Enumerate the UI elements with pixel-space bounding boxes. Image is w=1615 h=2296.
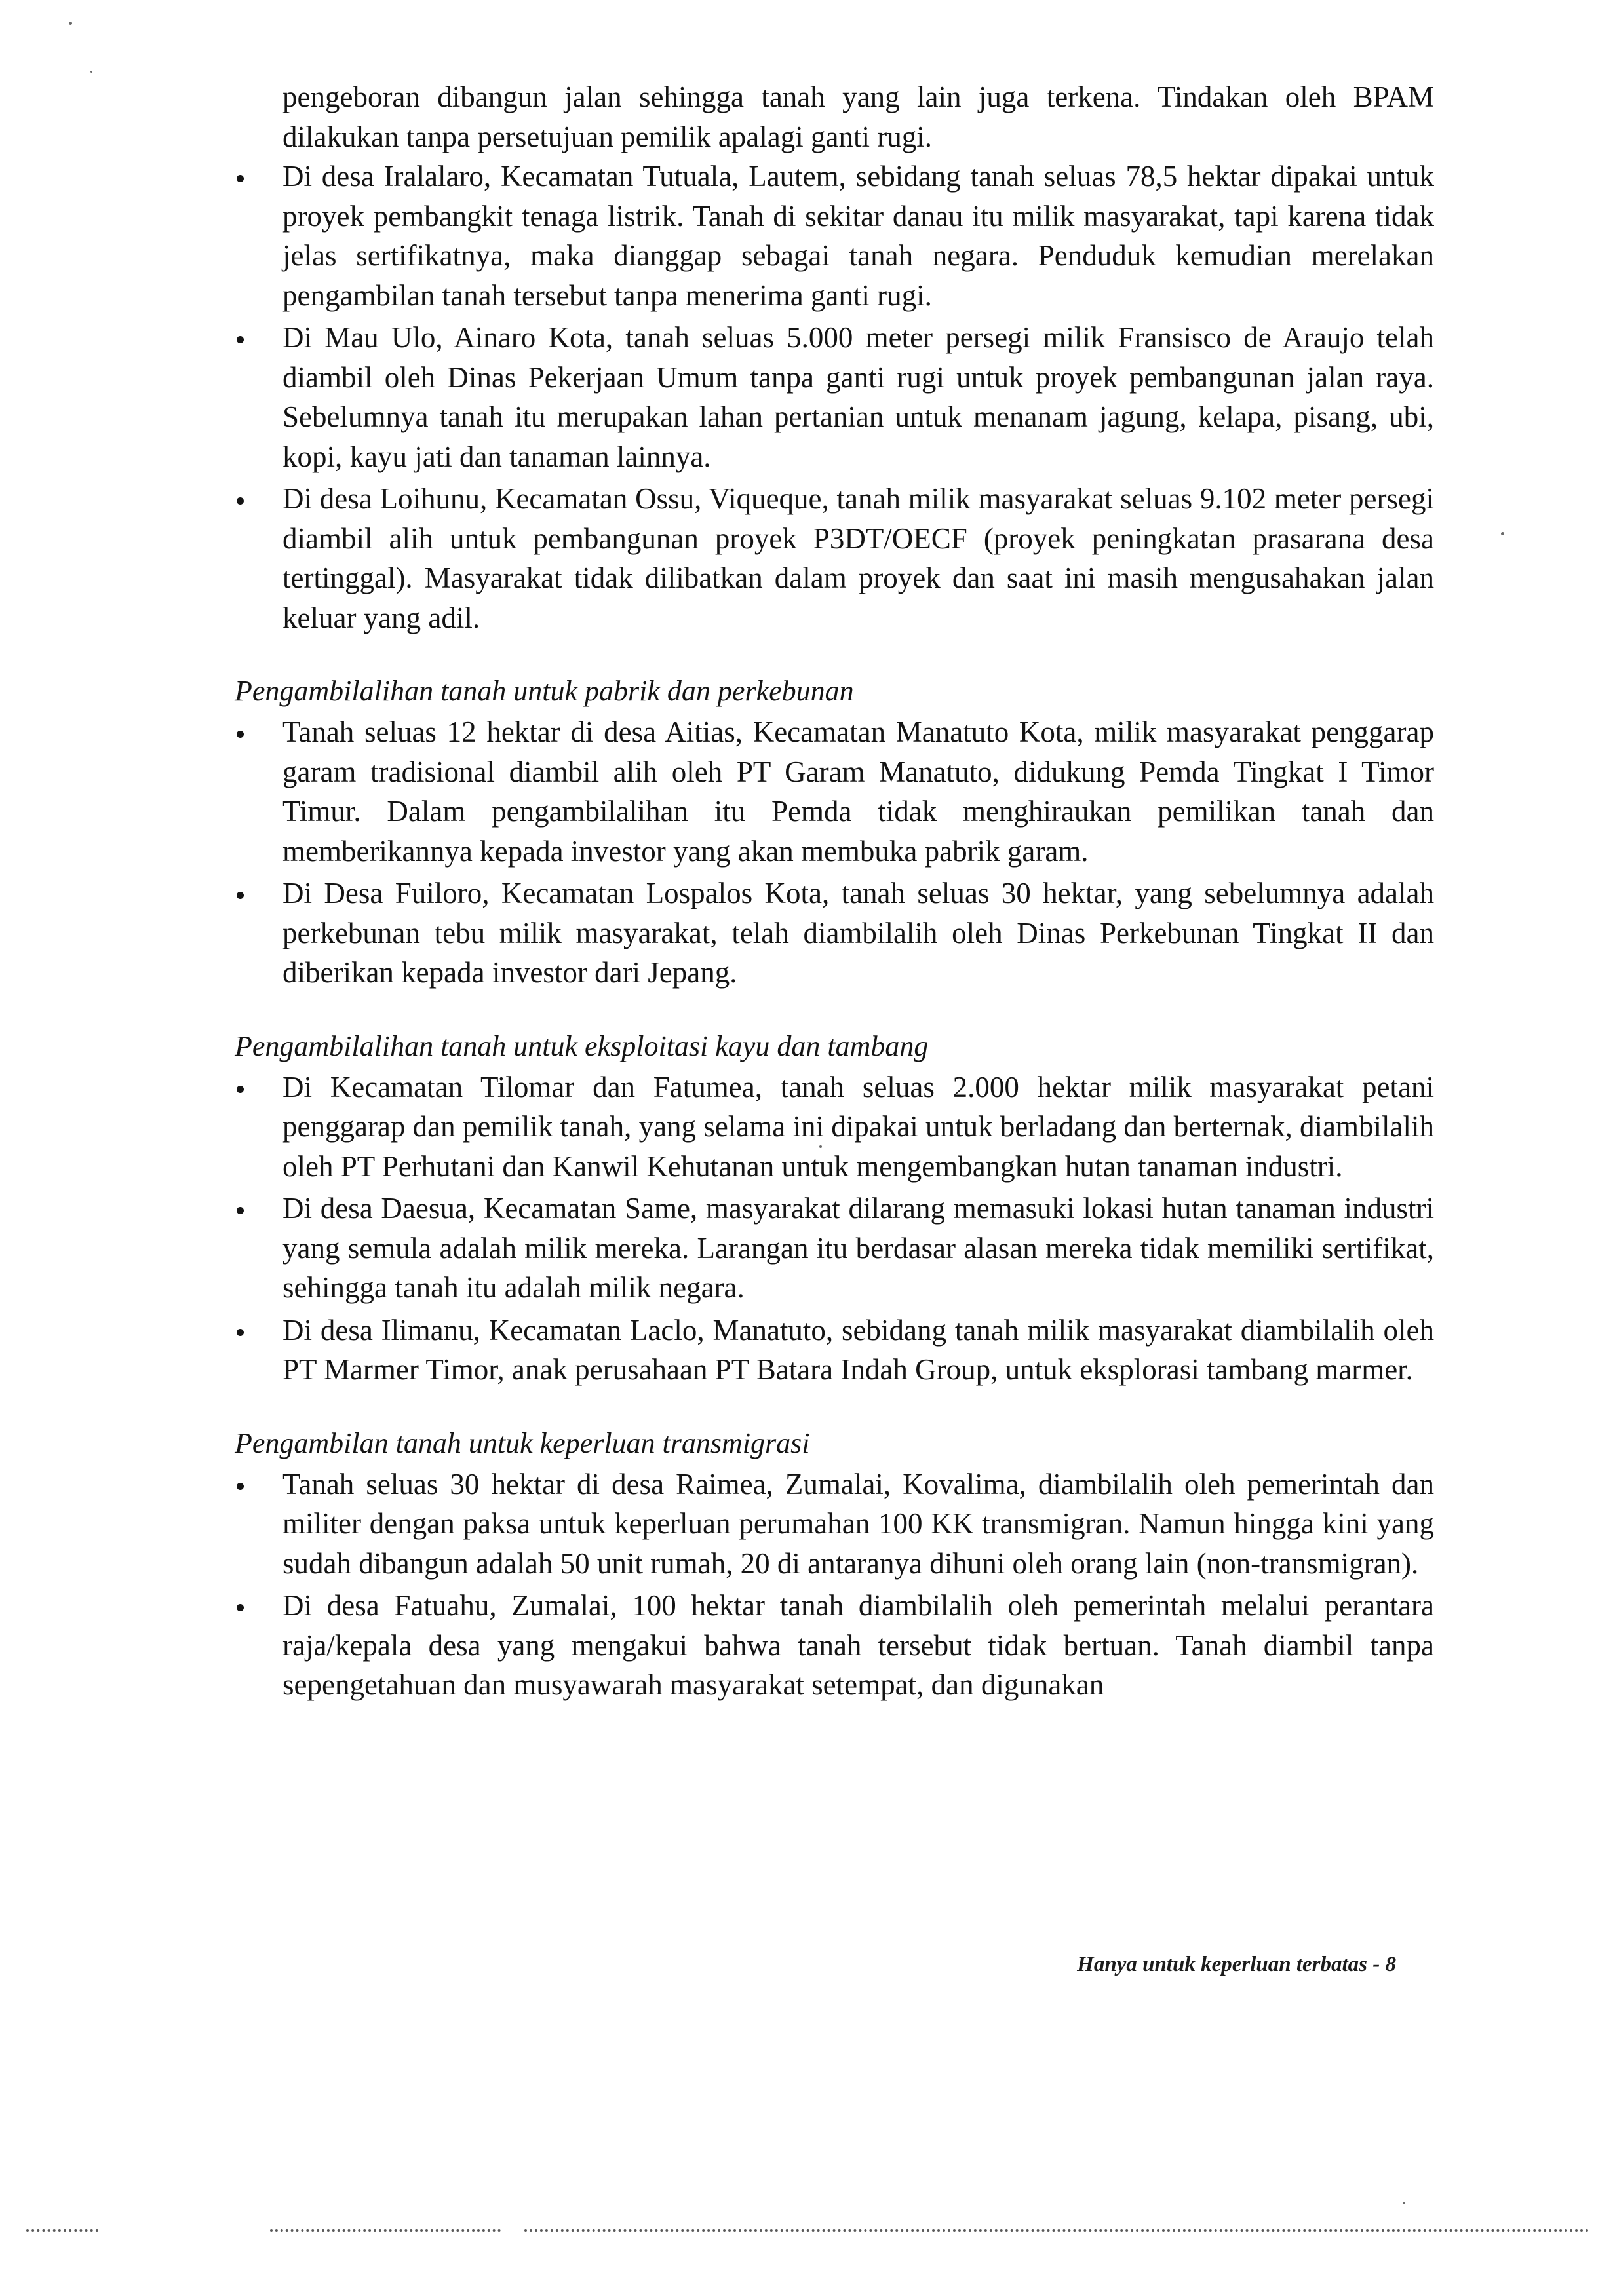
list-item: Di desa Iralalaro, Kecamatan Tutuala, Lautem, sebidang tanah seluas 78,5 hektar dipakai untuk proyek pembangkit tenaga listrik. Tanah di sekitar danau itu milik masyarakat, tapi karena tidak jelas sertifikatnya, maka dianggap sebagai tanah negara. Penduduk kemudian merelakan pengambilan tanah tersebut tanpa menerima ganti rugi. (235, 157, 1434, 315)
section4-list (235, 1464, 1434, 1705)
scan-speck (1403, 2202, 1405, 2204)
scan-speck (69, 22, 72, 25)
section2-list (235, 712, 1434, 993)
scan-dotted-line (270, 2229, 501, 2232)
section3-list (235, 1067, 1434, 1390)
section-heading-factory-plantation: Pengambilalihan tanah untuk pabrik dan perkebunan (235, 675, 854, 707)
list-item: Tanah seluas 30 hektar di desa Raimea, Zumalai, Kovalima, diambilalih oleh pemerintah dan militer dengan paksa untuk keperluan perumahan 100 KK transmigran. Namun hingga kini yang sudah dibangun adalah 50 unit rumah, 20 di antaranya dihuni oleh orang lain (non-transmigran). (235, 1464, 1434, 1584)
section1-list (235, 157, 1434, 638)
scan-speck (1501, 532, 1504, 535)
list-item: Tanah seluas 12 hektar di desa Aitias, Kecamatan Manatuto Kota, milik masyarakat penggarap garam tradisional diambil alih oleh PT Garam Manatuto, didukung Pemda Tingkat I Timor Timur. Dalam pengambilalihan itu Pemda tidak menghiraukan pemilikan tanah dan memberikannya kepada investor yang akan membuka pabrik garam. (235, 712, 1434, 871)
list-item: Di Desa Fuiloro, Kecamatan Lospalos Kota, tanah seluas 30 hektar, yang sebelumnya adalah perkebunan tebu milik masyarakat, telah diambilalih oleh Dinas Perkebunan Tingkat II dan diberikan kepada investor dari Jepang. (235, 873, 1434, 993)
list-item: Di desa Fatuahu, Zumalai, 100 hektar tanah diambilalih oleh pemerintah melalui perantara raja/kepala desa yang mengakui bahwa tanah tersebut tidak bertuan. Tanah diambil tanpa sepengetahuan dan musyawarah masyarakat setempat, dan digunakan (235, 1586, 1434, 1705)
section-heading-timber-mining: Pengambilalihan tanah untuk eksploitasi kayu dan tambang (235, 1029, 929, 1062)
list-item: Di Mau Ulo, Ainaro Kota, tanah seluas 5.000 meter persegi milik Fransisco de Araujo telah diambil oleh Dinas Pekerjaan Umum tanpa ganti rugi untuk proyek pembangunan jalan raya. Sebelumnya tanah itu merupakan lahan pertanian untuk menanam jagung, kelapa, pisang, ubi, kopi, kayu jati dan tanaman lainnya. (235, 318, 1434, 476)
intro-paragraph: pengeboran dibangun jalan sehingga tanah yang lain juga terkena. Tindakan oleh BPAM dilakukan tanpa persetujuan pemilik apalagi ganti rugi. (282, 81, 1434, 153)
scan-speck (90, 71, 92, 73)
page-footer: Hanya untuk keperluan terbatas - 8 (1077, 1953, 1396, 1976)
list-item: Di Kecamatan Tilomar dan Fatumea, tanah seluas 2.000 hektar milik masyarakat petani penggarap dan pemilik tanah, yang selama ini dipakai untuk berladang dan berternak, diambilalih oleh PT Perhutani dan Kanwil Kehutanan untuk mengembangkan hutan tanaman industri. (235, 1067, 1434, 1187)
list-item: Di desa Loihunu, Kecamatan Ossu, Viqueque, tanah milik masyarakat seluas 9.102 meter persegi diambil alih untuk pembangunan proyek P3DT/OECF (proyek peningkatan prasarana desa tertinggal). Masyarakat tidak dilibatkan dalam proyek dan saat ini masih mengusahakan jalan keluar yang adil. (235, 479, 1434, 638)
page-body (235, 77, 1434, 1708)
scan-dotted-line (26, 2229, 98, 2232)
scan-speck (819, 1145, 822, 1148)
list-item: Di desa Ilimanu, Kecamatan Laclo, Manatuto, sebidang tanah milik masyarakat diambilalih oleh PT Marmer Timor, anak perusahaan PT Batara Indah Group, untuk eksplorasi tambang marmer. (235, 1311, 1434, 1390)
section-heading-transmigration: Pengambilan tanah untuk keperluan transmigrasi (235, 1426, 810, 1459)
scan-dotted-line (524, 2229, 1589, 2232)
list-item: Di desa Daesua, Kecamatan Same, masyarakat dilarang memasuki lokasi hutan tanaman industri yang semula adalah milik mereka. Larangan itu berdasar alasan mereka tidak memiliki sertifikat, sehingga tanah itu adalah milik negara. (235, 1189, 1434, 1308)
